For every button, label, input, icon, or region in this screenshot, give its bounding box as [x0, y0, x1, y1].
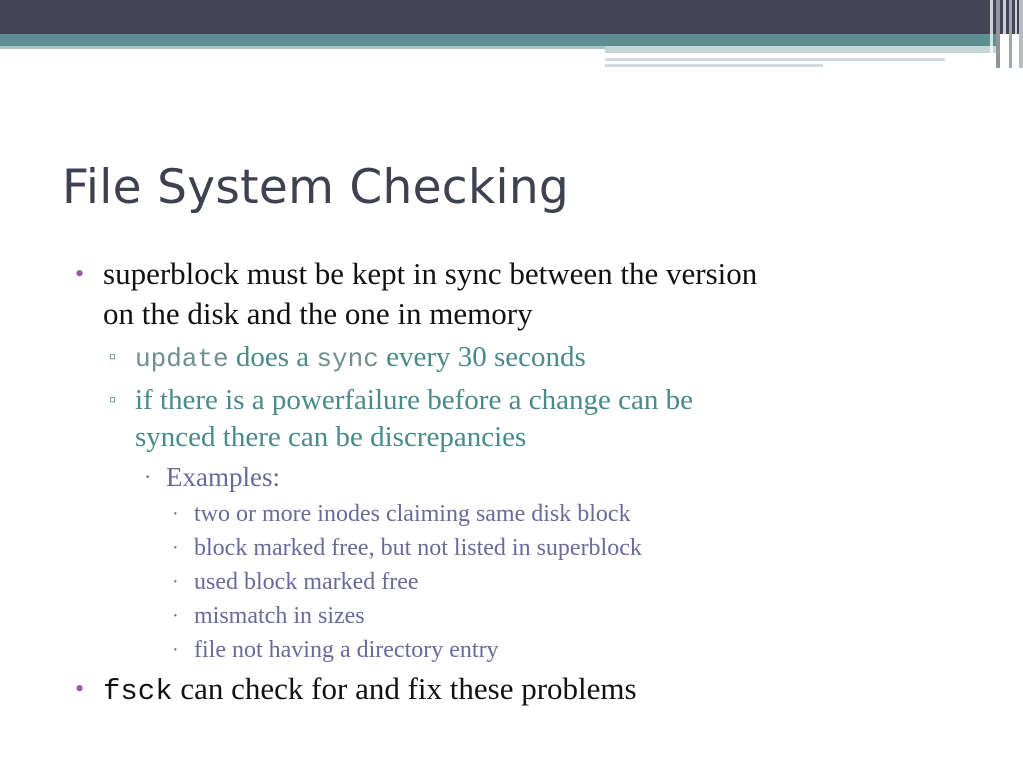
bullet-marker: •: [75, 259, 85, 288]
code-fsck: fsck: [103, 675, 173, 708]
example-item: [172, 533, 642, 563]
example-marker: ·: [172, 537, 179, 559]
examples-label: Examples:: [166, 462, 280, 492]
header-stripe: [996, 0, 1000, 68]
header-bar-teal-thin: [0, 46, 605, 49]
header-line-grey: [605, 58, 945, 61]
subbullet-update-sync: [109, 339, 586, 378]
header-stripe: [1019, 0, 1023, 68]
code-sync: sync: [316, 344, 379, 374]
subbullet-text: every 30 seconds: [378, 341, 586, 373]
subbullet-text-continued: synced there can be discrepancies: [135, 421, 527, 453]
example-marker: ·: [172, 571, 179, 593]
bullet-text-continued: on the disk and the one in memory: [103, 296, 533, 331]
header-bar-teal: [0, 34, 1000, 46]
slide-title: File System Checking: [62, 160, 570, 215]
header-stripe: [1003, 0, 1006, 68]
code-update: update: [135, 344, 229, 374]
header-line-grey-short: [605, 64, 823, 67]
subbullet-text: does a: [228, 341, 317, 373]
header-stripe: [1015, 0, 1017, 68]
bullet-text: can check for and fix these problems: [172, 671, 637, 706]
example-text: used block marked free: [194, 569, 419, 595]
header-stripe: [990, 0, 993, 68]
example-marker: ·: [172, 503, 179, 525]
example-marker: ·: [172, 605, 179, 627]
example-item: [172, 601, 365, 631]
example-item: [172, 499, 631, 529]
example-text: block marked free, but not listed in superblock: [194, 535, 642, 561]
example-text: two or more inodes claiming same disk block: [194, 501, 631, 527]
header-stripe: [1009, 0, 1012, 68]
bullet-superblock: [75, 254, 758, 334]
example-text: file not having a directory entry: [194, 637, 499, 663]
example-item: [172, 567, 419, 597]
bullet-marker: •: [75, 674, 85, 703]
header-bar-grey: [605, 46, 1000, 53]
examples-marker: ·: [144, 464, 152, 489]
examples-heading: [144, 460, 280, 494]
example-text: mismatch in sizes: [194, 603, 365, 629]
example-item: [172, 635, 499, 665]
subbullet-marker: ▫: [109, 346, 117, 368]
subbullet-powerfailure: [109, 382, 693, 456]
subbullet-text: if there is a powerfailure before a change can be: [135, 384, 693, 416]
subbullet-marker: ▫: [109, 389, 117, 411]
example-marker: ·: [172, 639, 179, 661]
bullet-fsck: [75, 669, 637, 712]
bullet-text: superblock must be kept in sync between the version: [103, 256, 758, 291]
header-bar-dark: [0, 0, 1023, 34]
